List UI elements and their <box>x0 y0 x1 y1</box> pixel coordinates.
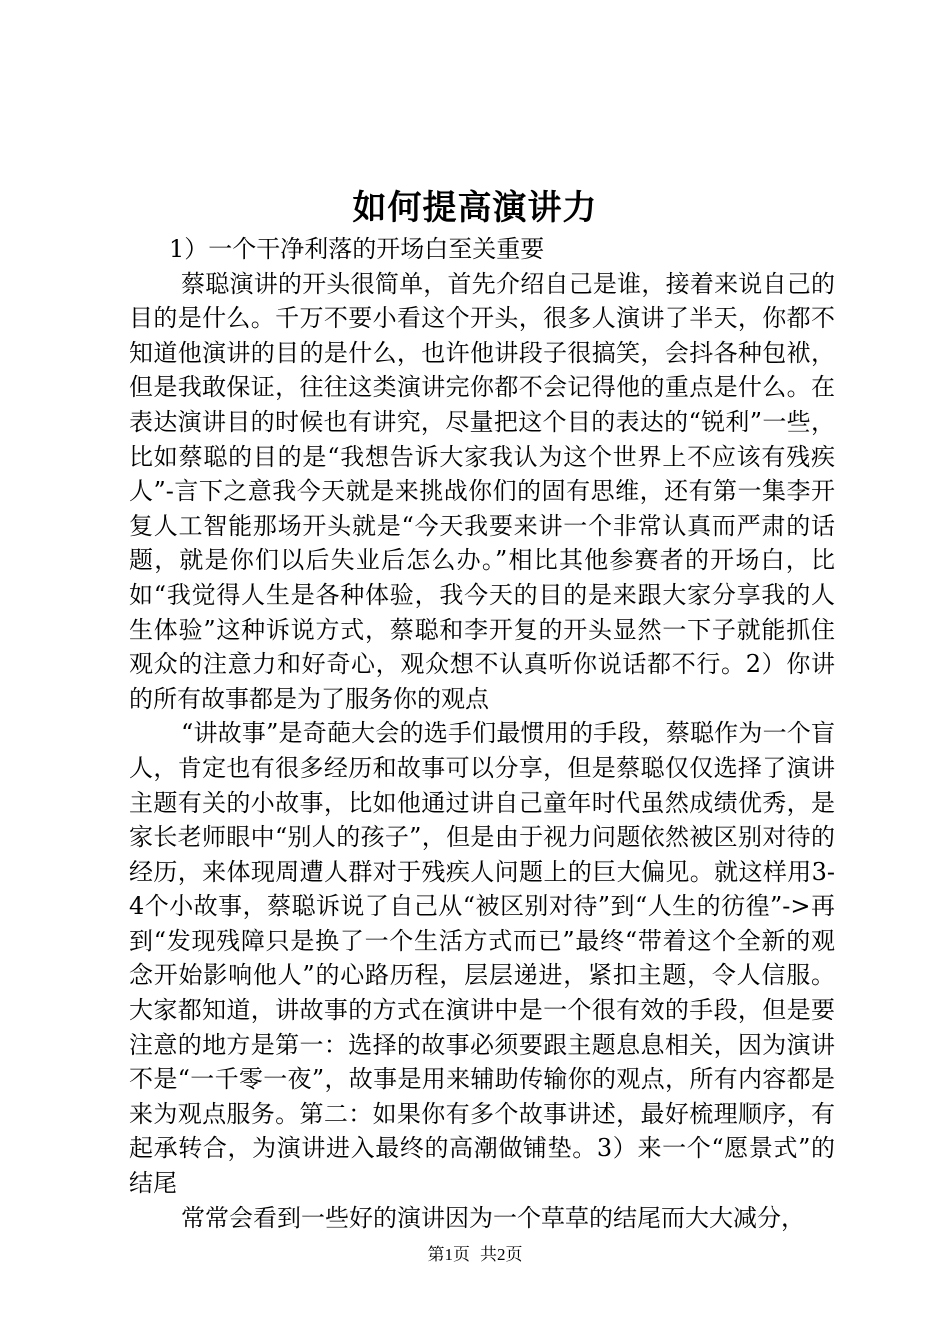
body-paragraph-2: “讲故事”是奇葩大会的选手们最惯用的手段，蔡聪作为一个盲人，肯定也有很多经历和故事可以分享，但是蔡聪仅仅选择了演讲主题有关的小故事，比如他通过讲自己童年时代虽然成绩优秀，是家长老师眼中“别人的孩子”，但是由于视力问题依然被区别对待的经历，来体现周遭人群对于残疾人问题上的巨大偏见。就这样用3-4个小故事，蔡聪诉说了自己从“被区别对待”到“人生的彷徨”->再到“发现残障只是换了一个生活方式而已”最终“带着这个全新的观念开始影响他人”的心路历程，层层递进，紧扣主题，令人信服。大家都知道，讲故事的方式在演讲中是一个很有效的手段，但是要注意的地方是第一：选择的故事必须要跟主题息息相关，因为演讲不是“一千零一夜”，故事是用来辅助传输你的观点，所有内容都是来为观点服务。第二：如果你有多个故事讲述，最好梳理顺序，有起承转合，为演讲进入最终的高潮做铺垫。3）来一个“愿景式”的结尾 <box>129 719 835 1198</box>
page-total: 共2页 <box>480 1245 523 1264</box>
page-footer <box>0 1243 950 1267</box>
page-number: 第1页 <box>427 1245 470 1264</box>
body-paragraph-1: 蔡聪演讲的开头很简单，首先介绍自己是谁，接着来说自己的目的是什么。千万不要小看这个开头，很多人演讲了半天，你都不知道他演讲的目的是什么，也许他讲段子很搞笑，会抖各种包袱，但是我敢保证，往往这类演讲完你都不会记得他的重点是什么。在表达演讲目的时候也有讲究，尽量把这个目的表达的“锐利”一些，比如蔡聪的目的是“我想告诉大家我认为这个世界上不应该有残疾人”-言下之意我今天就是来挑战你们的固有思维，还有第一集李开复人工智能那场开头就是“今天我要来讲一个非常认真而严肃的话题，就是你们以后失业后怎么办。”相比其他参赛者的开场白，比如“我觉得人生是各种体验，我今天的目的是来跟大家分享我的人生体验”这种诉说方式，蔡聪和李开复的开头显然一下子就能抓住观众的注意力和好奇心，观众想不认真听你说话都不行。2）你讲的所有故事都是为了服务你的观点 <box>129 269 835 713</box>
section-heading-1: 1）一个干净利落的开场白至关重要 <box>169 235 545 263</box>
document-title: 如何提高演讲力 <box>352 188 598 228</box>
document-body <box>129 232 835 1235</box>
body-paragraph-3: 常常会看到一些好的演讲因为一个草草的结尾而大大减分， <box>181 1203 805 1232</box>
